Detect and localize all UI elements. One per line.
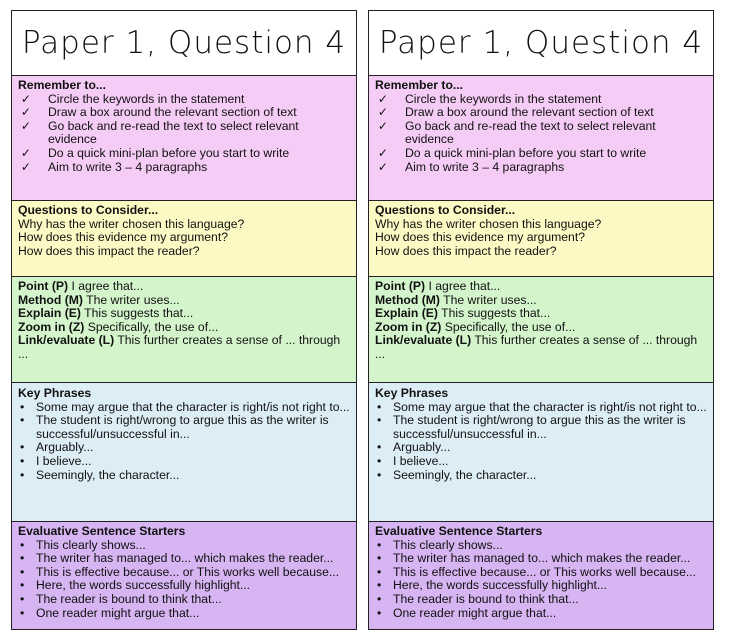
key-phrases-section [12, 383, 356, 522]
list-item: • The writer has managed to... which makes the reader... [377, 551, 691, 566]
evaluative-heading: Evaluative Sentence Starters [18, 524, 186, 538]
list-item: ✓ Circle the keywords in the statement [377, 91, 602, 106]
peel-line: Zoom in (Z) Specifically, the use of... [375, 319, 576, 334]
remember-section [369, 76, 713, 201]
peel-line: Point (P) I agree that... [375, 279, 501, 293]
bullet-icon: • [20, 537, 25, 552]
check-icon: ✓ [377, 91, 389, 106]
peel-line: Method (M) The writer uses... [375, 292, 537, 307]
bullet-icon: • [20, 440, 25, 455]
list-item: • Arguably... [377, 440, 451, 455]
list-item: • This is effective because... or This works well because... [377, 564, 697, 579]
list-item: ✓ Circle the keywords in the statement [20, 91, 245, 106]
revision-card-right [368, 10, 714, 630]
list-item: • One reader might argue that... [20, 605, 200, 620]
list-item: • I believe... [20, 453, 92, 468]
list-item: • Seemingly, the character... [20, 467, 180, 482]
bullet-icon: • [20, 591, 25, 606]
key-phrases-heading: Key Phrases [18, 386, 92, 400]
question-line: Why has the writer chosen this language? [18, 216, 245, 231]
check-icon: ✓ [20, 145, 32, 160]
list-item: • The reader is bound to think that... [20, 591, 222, 606]
bullet-icon: • [377, 453, 382, 468]
questions-heading: Questions to Consider... [18, 203, 159, 217]
question-line: How does this impact the reader? [375, 243, 557, 258]
list-item: ✓ Draw a box around the relevant section of text [377, 105, 654, 120]
list-item: ✓ Do a quick mini-plan before you start to write [20, 145, 290, 160]
list-item: • This clearly shows... [20, 537, 146, 552]
bullet-icon: • [20, 467, 25, 482]
key-phrases-heading: Key Phrases [375, 386, 449, 400]
remember-list [18, 93, 350, 175]
list-item: • Seemingly, the character... [377, 467, 537, 482]
peel-section [369, 277, 713, 383]
question-line: How does this evidence my argument? [375, 230, 586, 245]
evaluative-section [12, 522, 356, 630]
check-icon: ✓ [20, 105, 32, 120]
list-item: ✓ Go back and re-read the text to select relevant evidence [20, 118, 299, 147]
remember-heading: Remember to... [375, 78, 464, 92]
evaluative-list [18, 539, 350, 621]
key-phrases-list [375, 401, 707, 483]
list-item: ✓ Go back and re-read the text to select relevant evidence [377, 118, 656, 147]
remember-list [375, 93, 707, 175]
list-item: ✓ Do a quick mini-plan before you start to write [377, 145, 647, 160]
list-item: • One reader might argue that... [377, 605, 557, 620]
check-icon: ✓ [20, 159, 32, 174]
bullet-icon: • [20, 564, 25, 579]
bullet-icon: • [377, 467, 382, 482]
bullet-icon: • [377, 399, 382, 414]
list-item: • Some may argue that the character is right/is not right to... [377, 399, 707, 414]
peel-line: Link/evaluate (L) This further creates a sense of ... through ... [18, 333, 341, 361]
peel-line: Method (M) The writer uses... [18, 292, 180, 307]
bullet-icon: • [377, 564, 382, 579]
list-item: • The reader is bound to think that... [377, 591, 579, 606]
list-item: • The writer has managed to... which makes the reader... [20, 551, 334, 566]
bullet-icon: • [377, 551, 382, 566]
bullet-icon: • [377, 413, 382, 428]
list-item: • This is effective because... or This works well because... [20, 564, 340, 579]
bullet-icon: • [377, 591, 382, 606]
questions-heading: Questions to Consider... [375, 203, 516, 217]
list-item: ✓ Aim to write 3 – 4 paragraphs [20, 159, 208, 174]
evaluative-section [369, 522, 713, 630]
remember-section [12, 76, 356, 201]
list-item: ✓ Aim to write 3 – 4 paragraphs [377, 159, 565, 174]
bullet-icon: • [377, 440, 382, 455]
peel-section [12, 277, 356, 383]
check-icon: ✓ [377, 145, 389, 160]
key-phrases-list [18, 401, 350, 483]
list-item: • Here, the words successfully highlight... [377, 578, 608, 593]
question-line: How does this impact the reader? [18, 243, 200, 258]
remember-heading: Remember to... [18, 78, 107, 92]
card-title: Paper 1, Question 4 [369, 11, 713, 76]
bullet-icon: • [377, 605, 382, 620]
list-item: ✓ Draw a box around the relevant section of text [20, 105, 297, 120]
check-icon: ✓ [377, 118, 389, 133]
bullet-icon: • [377, 537, 382, 552]
card-title: Paper 1, Question 4 [12, 11, 356, 76]
check-icon: ✓ [377, 159, 389, 174]
bullet-icon: • [20, 413, 25, 428]
bullet-icon: • [377, 578, 382, 593]
list-item: • Some may argue that the character is right/is not right to... [20, 399, 350, 414]
key-phrases-section [369, 383, 713, 522]
peel-line: Point (P) I agree that... [18, 279, 144, 293]
list-item: • Arguably... [20, 440, 94, 455]
evaluative-list [375, 539, 707, 621]
list-item: • Here, the words successfully highlight... [20, 578, 251, 593]
questions-section [12, 201, 356, 277]
peel-line: Explain (E) This suggests that... [18, 306, 194, 321]
peel-line: Zoom in (Z) Specifically, the use of... [18, 319, 219, 334]
peel-line: Link/evaluate (L) This further creates a sense of ... through ... [375, 333, 698, 361]
evaluative-heading: Evaluative Sentence Starters [375, 524, 543, 538]
bullet-icon: • [20, 605, 25, 620]
question-line: How does this evidence my argument? [18, 230, 229, 245]
bullet-icon: • [20, 453, 25, 468]
list-item: • This clearly shows... [377, 537, 503, 552]
revision-card-left [11, 10, 357, 630]
check-icon: ✓ [377, 105, 389, 120]
bullet-icon: • [20, 551, 25, 566]
bullet-icon: • [20, 399, 25, 414]
check-icon: ✓ [20, 118, 32, 133]
list-item: • The student is right/wrong to argue this as the writer is successful/unsuccessful in... [20, 413, 329, 441]
list-item: • The student is right/wrong to argue this as the writer is successful/unsuccessful in... [377, 413, 686, 441]
question-line: Why has the writer chosen this language? [375, 216, 602, 231]
questions-section [369, 201, 713, 277]
list-item: • I believe... [377, 453, 449, 468]
check-icon: ✓ [20, 91, 32, 106]
peel-line: Explain (E) This suggests that... [375, 306, 551, 321]
bullet-icon: • [20, 578, 25, 593]
